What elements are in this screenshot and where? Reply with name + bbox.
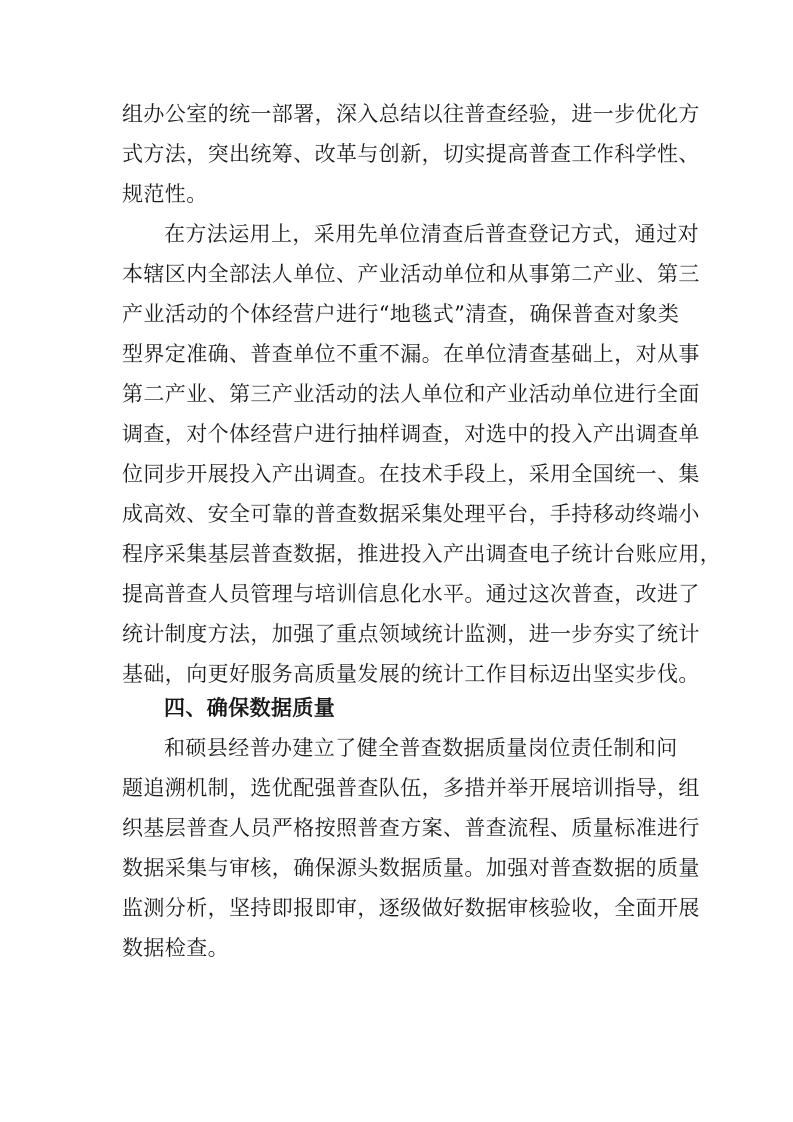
text-line: 提高普查人员管理与培训信息化水平。通过这次普查，改进了 — [122, 582, 700, 606]
text-line: 产业活动的个体经营户进行“地毯式”清查，确保普查对象类 — [122, 302, 680, 326]
text-line: 调查，对个体经营户进行抽样调查，对选中的投入产出调查单 — [122, 422, 700, 446]
text-line: 统计制度方法，加强了重点领域统计监测，进一步夯实了统计 — [122, 622, 700, 646]
text-line: 位同步开展投入产出调查。在技术手段上，采用全国统一、集 — [122, 462, 700, 486]
text-line: 型界定准确、普查单位不重不漏。在单位清查基础上，对从事 — [122, 342, 700, 366]
paragraph-data-quality — [122, 728, 700, 968]
section-heading: 四、确保数据质量 — [164, 696, 336, 720]
paragraph-continuation — [122, 94, 700, 214]
text-line: 题追溯机制，选优配强普查队伍，多措并举开展培训指导，组 — [122, 776, 700, 800]
text-line: 监测分析，坚持即报即审，逐级做好数据审核验收，全面开展 — [122, 896, 700, 920]
text-line: 式方法，突出统筹、改革与创新，切实提高普查工作科学性、 — [122, 142, 700, 166]
text-line: 本辖区内全部法人单位、产业活动单位和从事第二产业、第三 — [122, 262, 700, 286]
text-line: 程序采集基层普查数据，推进投入产出调查电子统计台账应用， — [122, 542, 722, 566]
text-line: 规范性。 — [122, 182, 208, 206]
text-line: 织基层普查人员严格按照普查方案、普查流程、质量标准进行 — [122, 816, 700, 840]
text-line: 成高效、安全可靠的普查数据采集处理平台，手持移动终端小 — [122, 502, 700, 526]
text-line: 在方法运用上，采用先单位清查后普查登记方式，通过对 — [164, 222, 699, 246]
text-line: 基础，向更好服务高质量发展的统计工作目标迈出坚实步伐。 — [122, 662, 700, 686]
text-line: 数据检查。 — [122, 936, 229, 960]
text-line: 第二产业、第三产业活动的法人单位和产业活动单位进行全面 — [122, 382, 700, 406]
paragraph-methods — [122, 214, 722, 694]
text-line: 和硕县经普办建立了健全普查数据质量岗位责任制和问 — [164, 736, 678, 760]
text-line: 数据采集与审核，确保源头数据质量。加强对普查数据的质量 — [122, 856, 700, 880]
text-line: 组办公室的统一部署，深入总结以往普查经验，进一步优化方 — [122, 102, 700, 126]
